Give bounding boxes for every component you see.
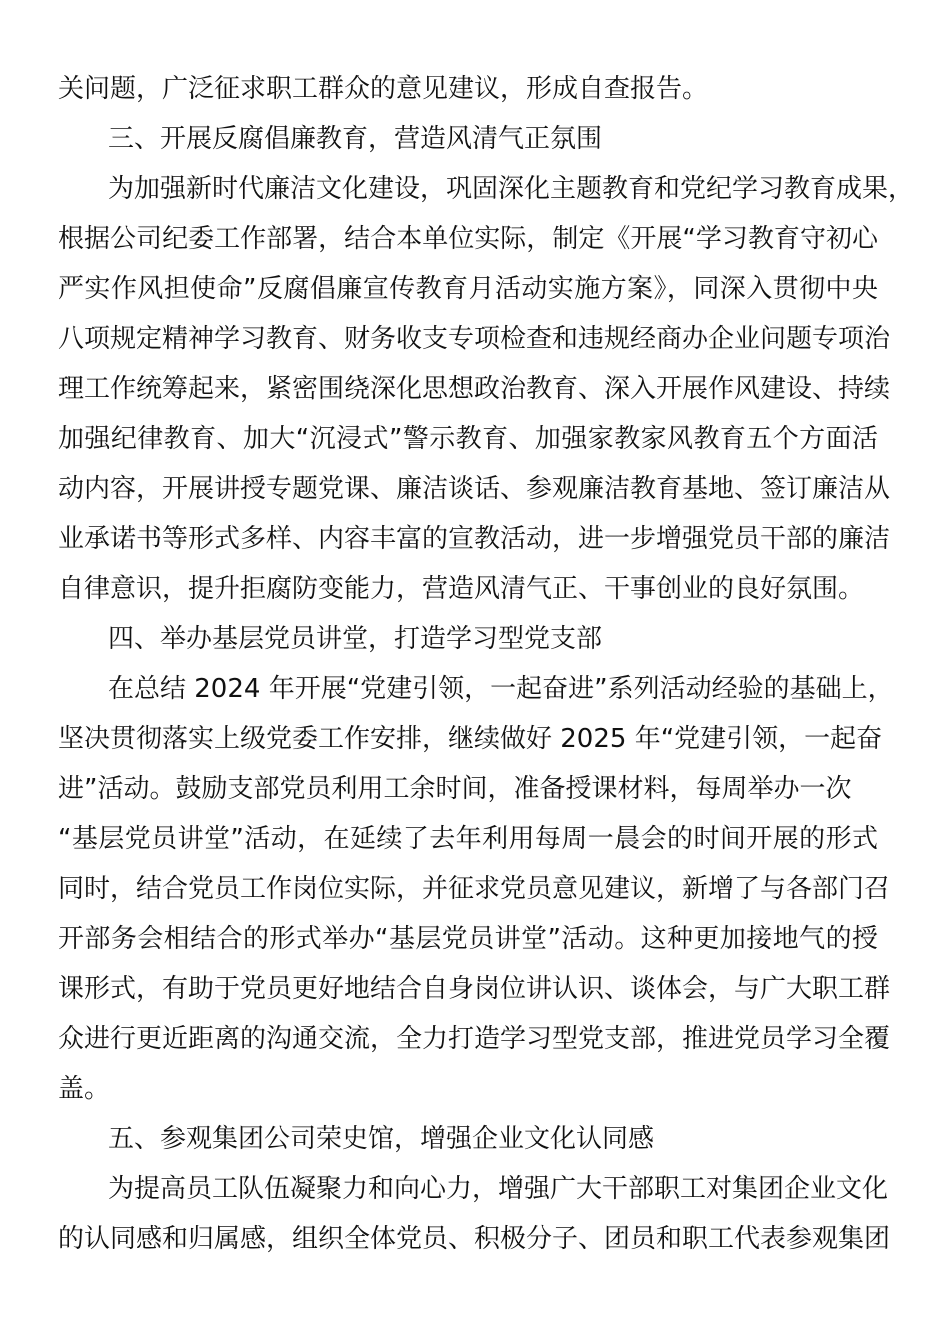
paragraph-line: 动内容，开展讲授专题党课、廉洁谈话、参观廉洁教育基地、签订廉洁从	[58, 474, 891, 504]
paragraph-line: 的认同感和归属感，组织全体党员、积极分子、团员和职工代表参观集团	[58, 1224, 891, 1254]
paragraph-line: 根据公司纪委工作部署，结合本单位实际，制定《开展“学习教育守初心	[58, 224, 878, 254]
paragraph-line: 盖。	[58, 1074, 111, 1104]
paragraph-line: 进”活动。鼓励支部党员利用工余时间，准备授课材料，每周举办一次	[58, 774, 852, 804]
paragraph-line: 坚决贯彻落实上级党委工作安排，继续做好 2025 年“党建引领，一起奋	[58, 724, 883, 754]
section-heading-3: 三、开展反腐倡廉教育，营造风清气正氛围	[108, 124, 603, 154]
paragraph-line: 严实作风担使命”反腐倡廉宣传教育月活动实施方案》，同深入贯彻中央	[58, 274, 878, 304]
paragraph-line: 加强纪律教育、加大“沉浸式”警示教育、加强家教家风教育五个方面活	[58, 424, 878, 454]
section-heading-5: 五、参观集团公司荣史馆，增强企业文化认同感	[108, 1124, 655, 1154]
paragraph-line: 开部务会相结合的形式举办“基层党员讲堂”活动。这种更加接地气的授	[58, 924, 878, 954]
paragraph-line: 自律意识，提升拒腐防变能力，营造风清气正、干事创业的良好氛围。	[58, 574, 865, 604]
paragraph-line: 同时，结合党员工作岗位实际，并征求党员意见建议，新增了与各部门召	[58, 874, 891, 904]
paragraph-line: “基层党员讲堂”活动，在延续了去年利用每周一晨会的时间开展的形式	[58, 824, 878, 854]
paragraph-line: 理工作统筹起来，紧密围绕深化思想政治教育、深入开展作风建设、持续	[58, 374, 891, 404]
paragraph-line: 为加强新时代廉洁文化建设，巩固深化主题教育和党纪学习教育成果，	[108, 174, 915, 204]
section-heading-4: 四、举办基层党员讲堂，打造学习型党支部	[108, 624, 603, 654]
paragraph-line: 为提高员工队伍凝聚力和向心力，增强广大干部职工对集团企业文化	[108, 1174, 889, 1204]
paragraph-line: 众进行更近距离的沟通交流，全力打造学习型党支部，推进党员学习全覆	[58, 1024, 891, 1054]
paragraph-line: 在总结 2024 年开展“党建引领，一起奋进”系列活动经验的基础上，	[108, 674, 894, 704]
paragraph-line: 八项规定精神学习教育、财务收支专项检查和违规经商办企业问题专项治	[58, 324, 891, 354]
paragraph-line: 课形式，有助于党员更好地结合自身岗位讲认识、谈体会，与广大职工群	[58, 974, 891, 1004]
paragraph-line: 业承诺书等形式多样、内容丰富的宣教活动，进一步增强党员干部的廉洁	[58, 524, 891, 554]
paragraph-line: 关问题，广泛征求职工群众的意见建议，形成自查报告。	[58, 74, 709, 104]
